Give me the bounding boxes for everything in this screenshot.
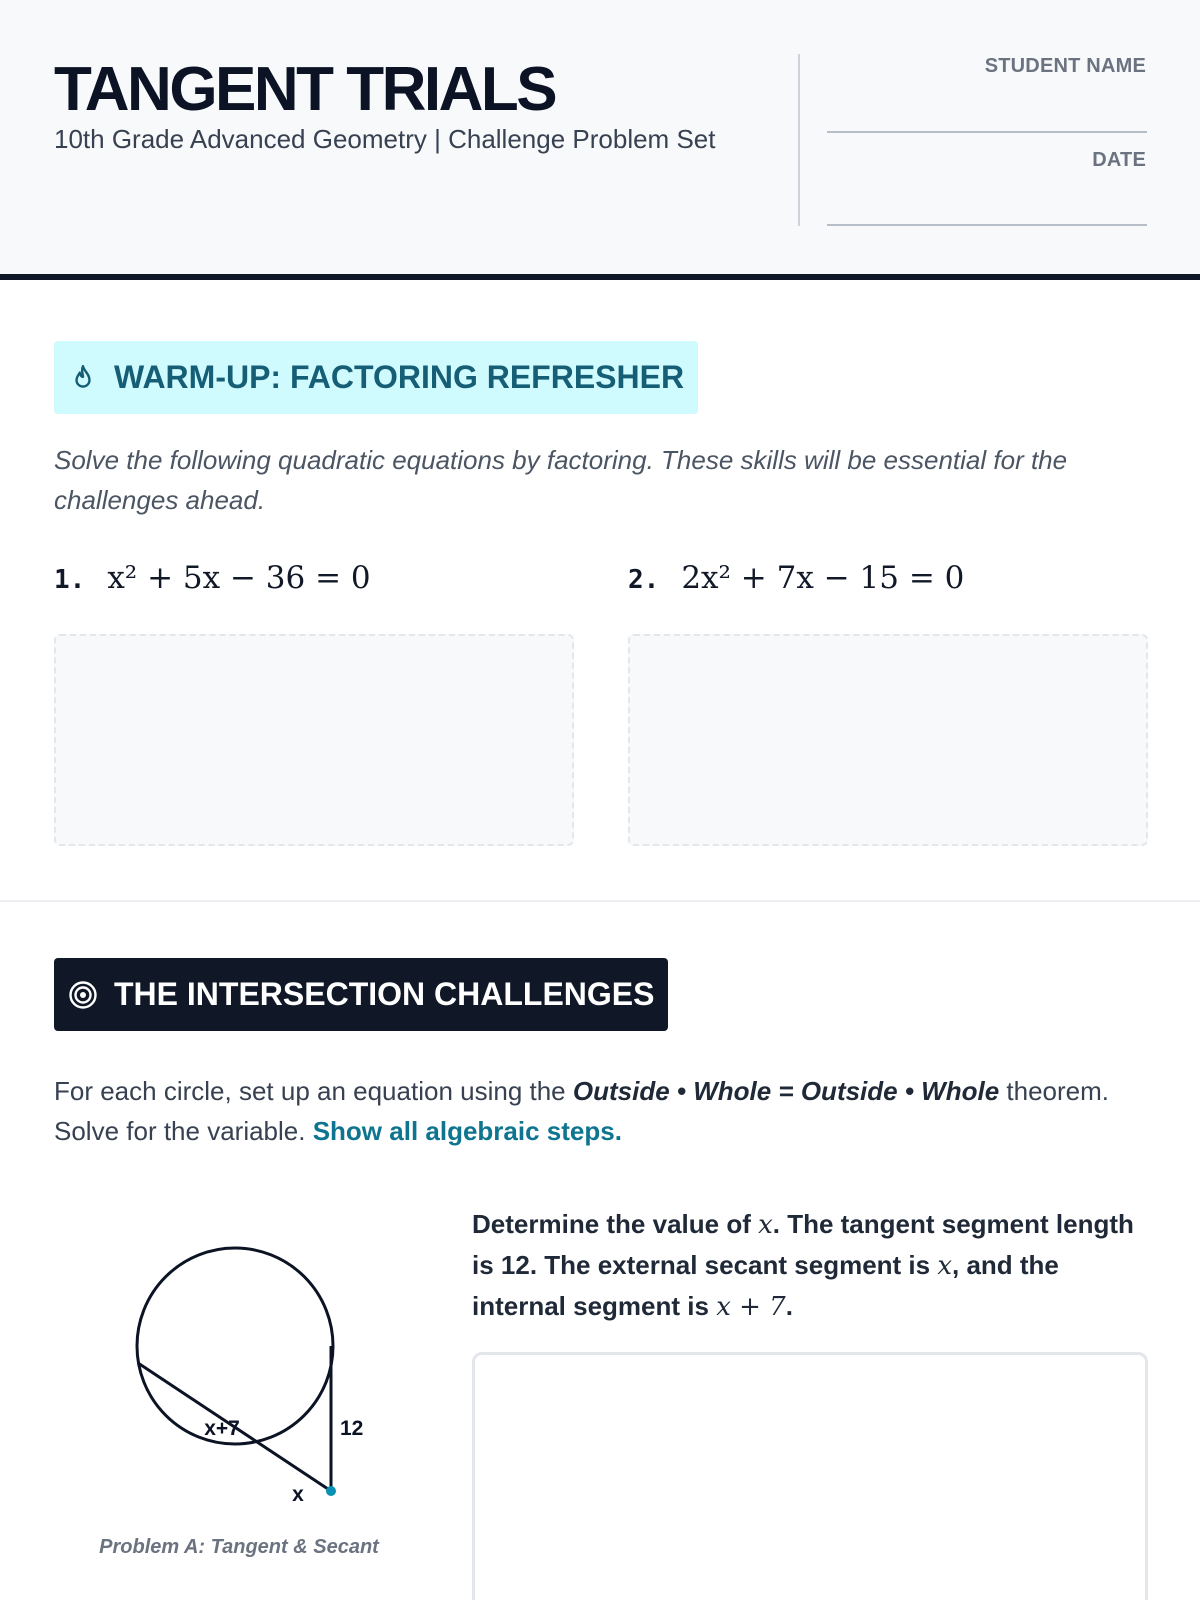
problem-number: 1. <box>54 565 86 595</box>
theorem-name: Outside • Whole = Outside • Whole <box>572 1076 1000 1106</box>
equation: 2x² + 7x − 15 = 0 <box>681 560 965 596</box>
label-internal: x+7 <box>204 1417 240 1440</box>
external-point <box>326 1486 336 1496</box>
label-external: x <box>292 1483 304 1506</box>
instructions-emphasis: Show all algebraic steps. <box>312 1116 622 1146</box>
page-subtitle: 10th Grade Advanced Geometry | Challenge Problem Set <box>54 124 716 154</box>
challenges-heading: THE INTERSECTION CHALLENGES <box>114 976 655 1012</box>
instructions-text: theorem. Solve for the variable. <box>54 1076 1109 1146</box>
section-divider <box>0 900 1200 902</box>
math-expression: x + 7 <box>716 1292 786 1322</box>
challenges-instructions <box>54 1071 1164 1151</box>
math-variable: x <box>758 1210 773 1240</box>
warmup-problem-2 <box>628 560 964 596</box>
work-area-2[interactable] <box>628 634 1148 846</box>
problem-text-part: Determine the value of <box>472 1209 759 1239</box>
worksheet-header <box>0 0 1200 280</box>
instructions-text: For each circle, set up an equation using the <box>54 1076 573 1106</box>
warmup-instructions: Solve the following quadratic equations by factoring. These skills will be essential for the challenges ahead. <box>54 445 1068 515</box>
warmup-problem-1 <box>54 560 371 596</box>
math-variable: x <box>937 1251 952 1281</box>
diagram-circle <box>137 1248 333 1444</box>
student-name-line[interactable] <box>827 131 1147 133</box>
date-label: DATE <box>1092 149 1146 171</box>
problem-a-caption: Problem A: Tangent & Secant <box>99 1536 379 1558</box>
header-divider <box>798 54 800 226</box>
student-name-label: STUDENT NAME <box>984 55 1146 77</box>
flame-icon <box>68 363 98 393</box>
challenges-badge <box>54 958 668 1031</box>
problem-text-part: . <box>785 1291 793 1321</box>
problem-text-part: , and the internal segment is <box>472 1250 1059 1321</box>
date-line[interactable] <box>827 224 1147 226</box>
target-icon <box>68 980 98 1010</box>
problem-a-answer-box[interactable] <box>472 1352 1148 1600</box>
work-area-1[interactable] <box>54 634 574 846</box>
label-tangent: 12 <box>340 1417 364 1440</box>
warmup-badge <box>54 341 698 414</box>
warmup-heading: WARM-UP: FACTORING REFRESHER <box>114 359 685 395</box>
problem-a-text <box>472 1204 1152 1327</box>
equation: x² + 5x − 36 = 0 <box>107 560 371 596</box>
problem-number: 2. <box>628 565 660 595</box>
page-title: TANGENT TRIALS <box>54 55 556 124</box>
problem-a-diagram <box>54 1200 424 1590</box>
problem-text-part: . The tangent segment length is 12. The external secant segment is <box>472 1209 1134 1280</box>
